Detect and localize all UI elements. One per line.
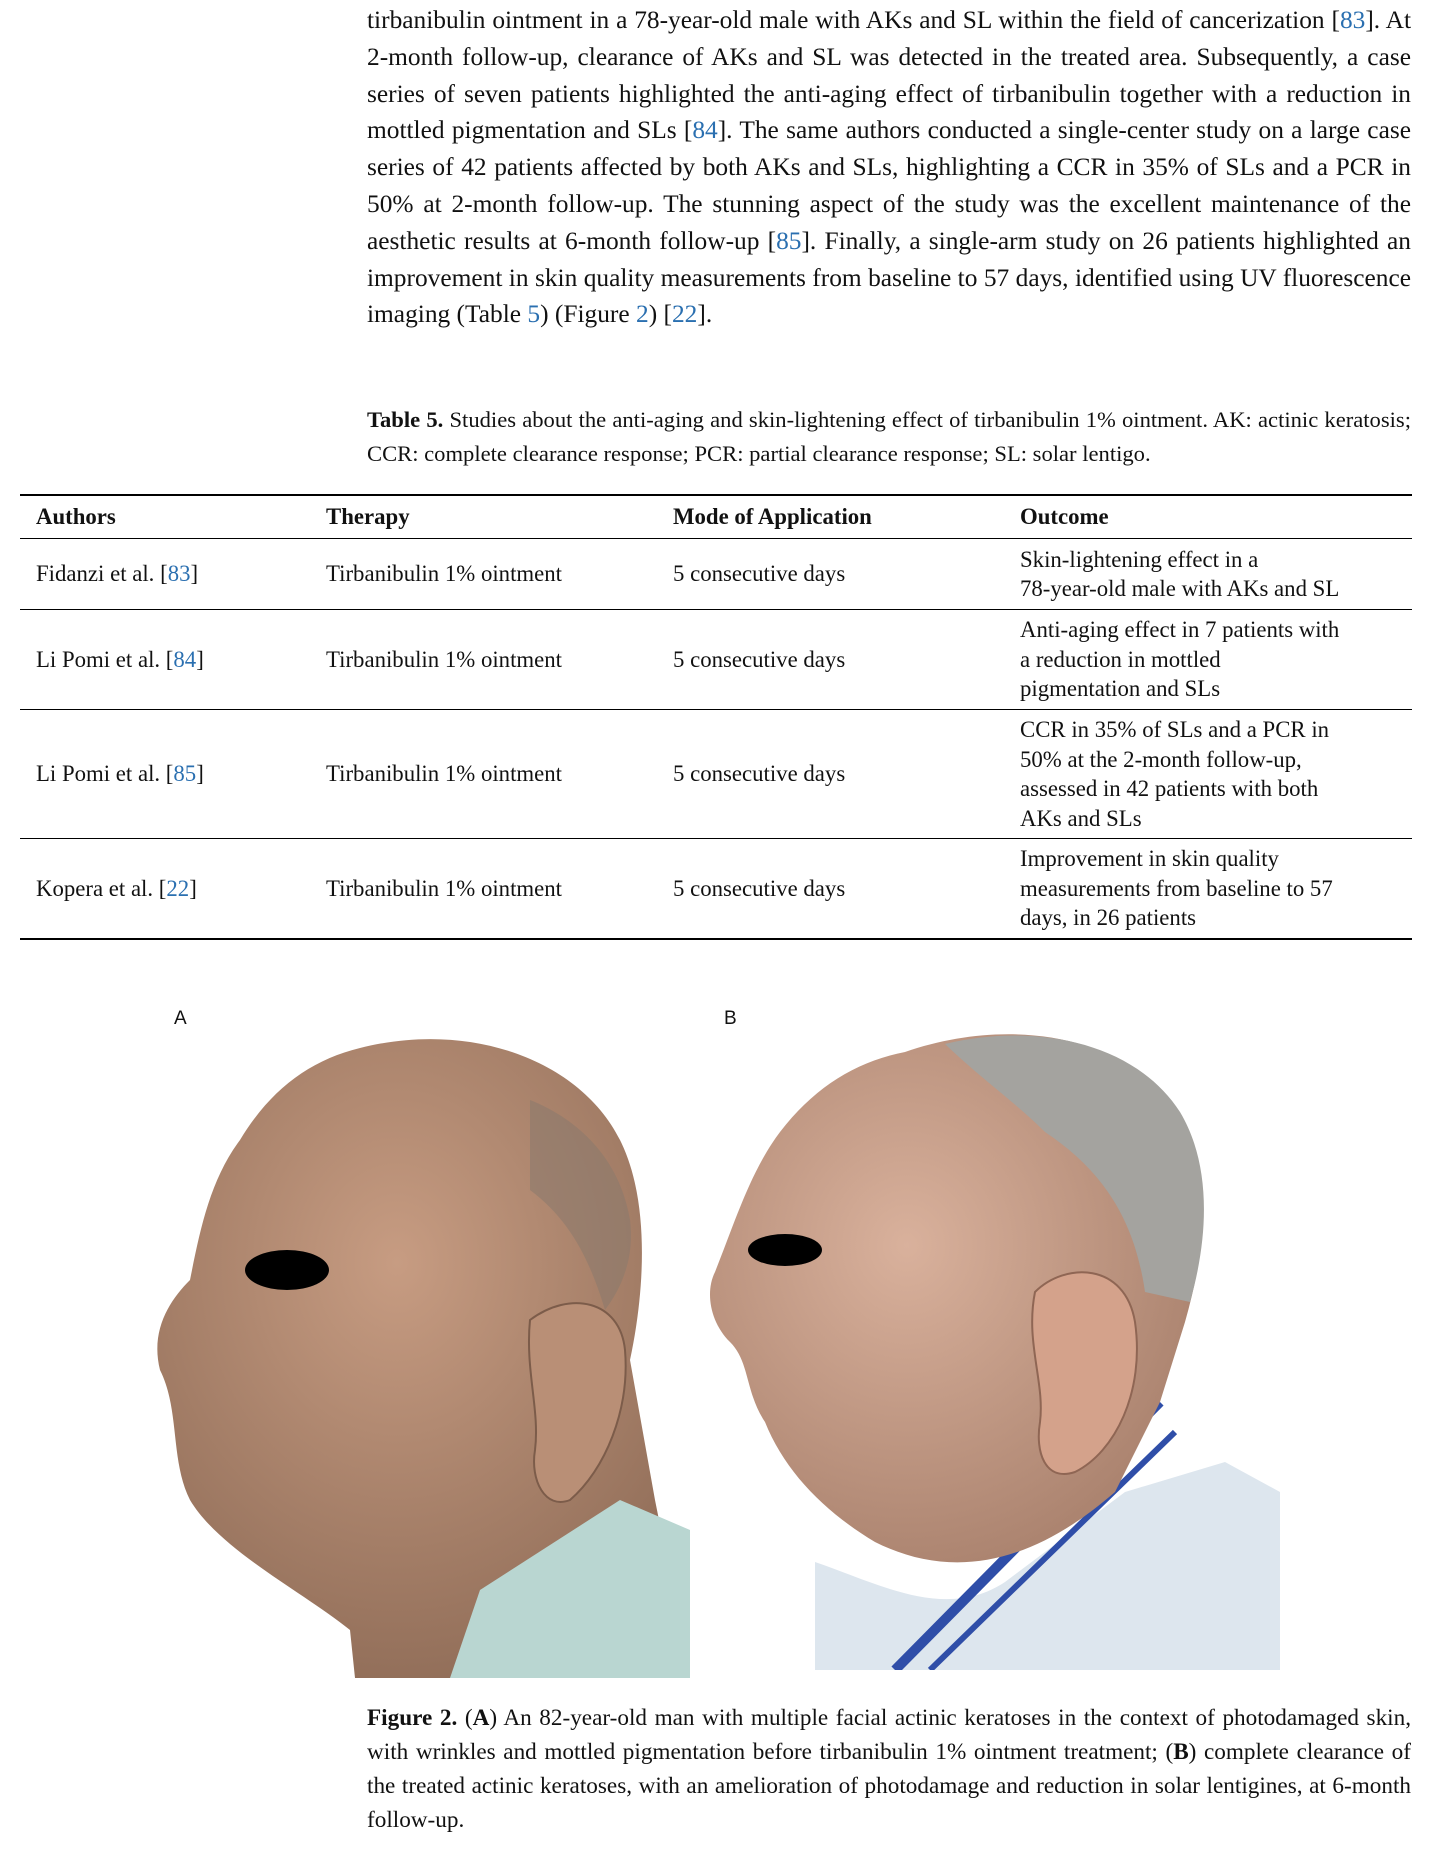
table-row — [20, 710, 1412, 839]
table-row — [20, 539, 1412, 610]
paragraph-text: ) (Figure — [540, 300, 636, 329]
cell-outcome — [1004, 610, 1412, 710]
table-caption-label: Table 5. — [367, 407, 444, 432]
citation-link-84[interactable]: 84 — [692, 116, 718, 145]
table-caption-text: Studies about the anti-aging and skin-lightening effect of tirbanibulin 1% ointment. AK: actinic keratosis; CCR: complete clearance response; PCR: partial clearance response; SL: solar lentigo. — [367, 407, 1411, 466]
paragraph-text: tirbanibulin ointment in a 78-year-old male with AKs and SL within the field of cancerization [ — [367, 6, 1340, 34]
cell-outcome — [1004, 710, 1412, 839]
header-outcome: Outcome — [1004, 495, 1412, 539]
cell-author — [20, 710, 310, 839]
outcome-line: 50% at the 2-month follow-up, — [1020, 746, 1302, 772]
table-row — [20, 839, 1412, 939]
citation-link[interactable]: 22 — [166, 875, 190, 901]
outcome-line: measurements from baseline to 57 — [1020, 875, 1333, 901]
citation-link-83[interactable]: 83 — [1339, 6, 1366, 34]
cell-outcome — [1004, 539, 1412, 610]
cell-author — [20, 610, 310, 710]
cell-author — [20, 539, 310, 610]
citation-link[interactable]: 84 — [173, 646, 197, 672]
panel-label-b: B — [724, 1008, 737, 1029]
author-text: Kopera et al. [ — [36, 875, 167, 901]
outcome-line: AKs and SLs — [1020, 805, 1142, 831]
outcome-line: pigmentation and SLs — [1020, 676, 1221, 702]
citation-link-22[interactable]: 22 — [671, 300, 698, 329]
caption-panel-b: B — [1173, 1739, 1189, 1765]
outcome-line: Improvement in skin quality — [1020, 846, 1279, 871]
author-text: Fidanzi et al. [ — [36, 561, 168, 587]
header-therapy: Therapy — [310, 495, 657, 539]
bracket: ] — [189, 875, 197, 901]
header-authors: Authors — [20, 495, 310, 539]
outcome-line: Skin-lightening effect in a — [1020, 546, 1259, 572]
outcome-line: 78-year-old male with AKs and SL — [1020, 576, 1340, 601]
figure-link-2[interactable]: 2 — [636, 300, 649, 329]
caption-panel-a: A — [472, 1705, 490, 1731]
author-text: Li Pomi et al. [ — [36, 761, 174, 787]
table-row — [20, 610, 1412, 710]
cell-therapy: Tirbanibulin 1% ointment — [310, 839, 657, 939]
caption-text: ) An 82-year-old man with multiple facial actinic keratoses in the context of photodamaged skin, with wrinkles and mottled pigmentation before tirbanibulin 1% ointment treatment; ( — [367, 1705, 1411, 1765]
figure-caption — [367, 1701, 1411, 1837]
caption-text: ) complete clearance of the treated actinic keratoses, with an amelioration of photodamage and reduction in solar lentigines, at 6-month follow-up. — [367, 1739, 1411, 1833]
bracket: ] — [190, 561, 199, 587]
header-mode: Mode of Application — [657, 495, 1004, 539]
outcome-line: a reduction in mottled — [1020, 646, 1221, 672]
cell-mode: 5 consecutive days — [657, 539, 1004, 610]
outcome-line: Anti-aging effect in 7 patients with — [1020, 617, 1340, 643]
bracket: ] — [196, 646, 204, 672]
cell-outcome — [1004, 839, 1412, 939]
citation-link[interactable]: 83 — [167, 561, 191, 587]
table-caption — [367, 403, 1411, 471]
cell-therapy: Tirbanibulin 1% ointment — [310, 539, 657, 610]
eye-censor-b — [748, 1234, 822, 1266]
table-link-5[interactable]: 5 — [527, 300, 541, 329]
paragraph-text: ]. — [697, 300, 713, 329]
photo-panel-b — [705, 1022, 1280, 1670]
paragraph-text: ) [ — [648, 300, 672, 329]
eye-censor-a — [245, 1250, 329, 1290]
cell-therapy: Tirbanibulin 1% ointment — [310, 710, 657, 839]
cell-mode: 5 consecutive days — [657, 610, 1004, 710]
cell-therapy: Tirbanibulin 1% ointment — [310, 610, 657, 710]
figure-caption-label: Figure 2. — [367, 1705, 458, 1731]
table-header-row — [20, 495, 1412, 539]
paragraph-text: ]. The same authors conducted a single-center study on a large case series of 42 patients affected by both AKs and SLs, highlighting a CCR in 35% of SLs and a PCR in 50% at 2-month follow-up. The stunning aspect of the study was the excellent maintenance of the aesthetic results at 6-month follow-up [ — [367, 116, 1411, 255]
cell-author — [20, 839, 310, 939]
author-text: Li Pomi et al. [ — [36, 646, 174, 672]
body-paragraph — [367, 2, 1411, 333]
caption-text: ( — [457, 1705, 473, 1731]
bracket: ] — [196, 761, 204, 787]
paragraph-text: ]. At 2-month follow-up, clearance of AKs and SL was detected in the treated area. Subsequently, a case series of seven patients highlighted the anti-aging effect of tirbanibulin together with a reduction in mottled pigmentation and SLs [ — [367, 6, 1411, 145]
cell-mode: 5 consecutive days — [657, 710, 1004, 839]
studies-table — [20, 494, 1412, 940]
panel-label-a: A — [174, 1008, 187, 1029]
photo-panel-a — [150, 1030, 702, 1678]
cell-mode: 5 consecutive days — [657, 839, 1004, 939]
outcome-line: days, in 26 patients — [1020, 905, 1197, 930]
outcome-line: assessed in 42 patients with both — [1020, 776, 1319, 801]
citation-link[interactable]: 85 — [173, 761, 197, 787]
outcome-line: CCR in 35% of SLs and a PCR in — [1020, 717, 1330, 742]
citation-link-85[interactable]: 85 — [776, 226, 802, 255]
paragraph-text: ]. Finally, a single-arm study on 26 patients highlighted an improvement in skin quality measurements from baseline to 57 days, identified using UV fluorescence imaging (Table — [367, 226, 1411, 329]
